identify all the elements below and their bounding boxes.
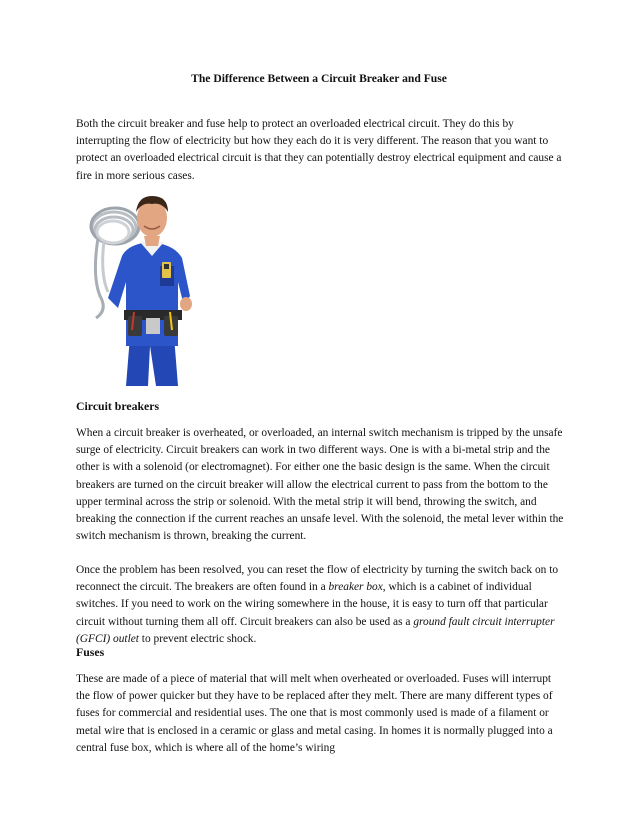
- paragraph-text: to prevent electric shock.: [138, 632, 257, 645]
- section-heading-circuit-breakers: Circuit breakers: [76, 399, 160, 413]
- circuit-breakers-paragraph-1: When a circuit breaker is overheated, or overloaded, an internal switch mechanism is tripped by the unsafe surge of electricity. Circuit breakers can work in two different ways. One is with a bi-metal strip and the other is with a solenoid (or electromagnet). For either one the basic design is the same. When the circuit breakers are turned on the circuit breaker will allow the electrical current to pass from the bottom to the upper terminal across the strip or solenoid. With the metal strip it will bend, throwing the switch, and breaking the connection if the current reaches an unsafe level. With the solenoid, the metal lever within the switch mechanism is thrown, breaking the current.: [76, 427, 564, 543]
- electrician-figure: [78, 186, 218, 386]
- section-heading-fuses: Fuses: [76, 645, 105, 659]
- intro-paragraph: Both the circuit breaker and fuse help to protect an overloaded electrical circuit. They do this by interrupting the flow of electricity but how they each do it is very different. The reason that you want to protect an overloaded electrical circuit is that they can potentially destroy electrical equipment and cause a fire in more serious cases.: [76, 118, 562, 182]
- breaker-box-term: breaker box: [328, 581, 383, 594]
- document-title: The Difference Between a Circuit Breaker and Fuse: [191, 72, 447, 85]
- paragraph-text: , which is a cabinet of individual switches. If you need to work on the wiring somewhere in the house, it is easy to turn off that particular circuit without turning them all off. Circuit breakers can also be used as a: [76, 581, 548, 628]
- gfci-term: ground fault circuit interrupter (GFCI) outlet: [76, 615, 555, 645]
- circuit-breakers-paragraph-2: [76, 562, 566, 648]
- paragraph-text: Once the problem has been resolved, you can reset the flow of electricity by turning the switch back on to reconnect the circuit. The breakers are often found in a: [76, 564, 559, 594]
- electrician-with-cable-illustration: [78, 186, 218, 386]
- fuses-paragraph-1: These are made of a piece of material that will melt when overheated or overloaded. Fuses will interrupt the flow of power quicker but they have to be replaced after they melt. There are many different types of fuses for commercial and residential uses. The one that is most commonly used is made of a filament or metal wire that is enclosed in a ceramic or glass and metal casing. In homes it is normally plugged into a central fuse box, which is where all of the home’s wiring: [76, 673, 553, 754]
